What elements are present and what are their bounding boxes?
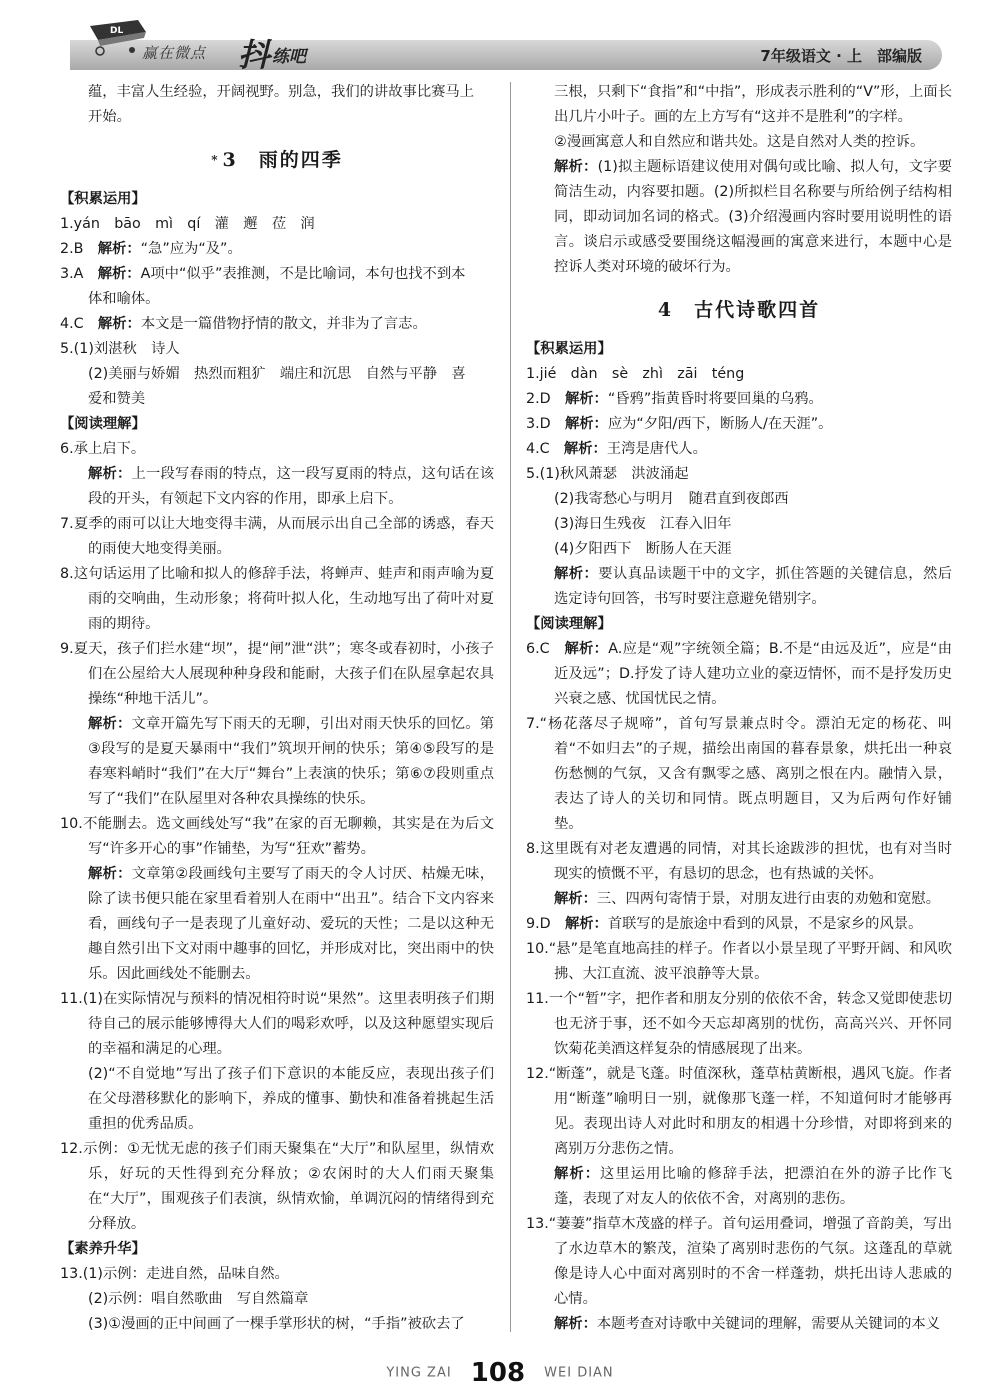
- section-title-3-text: 3 雨的四季: [222, 149, 343, 171]
- analysis-label: 解析：: [88, 866, 132, 882]
- answer-4-5-1: 5.(1)秋风萧瑟 洪波涌起: [526, 466, 689, 482]
- analysis-4-5: 解析：要认真品读题干中的文字，抓住答题的关键信息，然后选定诗句回答，书写时要注意避免错别字。: [554, 566, 953, 607]
- page-body: [60, 80, 952, 1370]
- analysis-label: 解析：: [564, 416, 608, 432]
- heading-accumulation-4: 【积累运用】: [526, 341, 612, 357]
- answer-6: 6.承上启下。: [60, 441, 146, 457]
- footer-right-text: WEI DIAN: [544, 1365, 614, 1381]
- analysis-label: 解析：: [97, 266, 141, 282]
- answer-4-3: 3.D 解析：应为“夕阳/西下，断肠人/在天涯”。: [526, 416, 833, 432]
- analysis-label: 解析：: [88, 466, 132, 482]
- answer-4-5-2: (2)我寄愁心与明月 随君直到夜郎西: [554, 491, 789, 507]
- page-footer: [0, 1358, 1000, 1386]
- header-slogan: 赢在微点: [142, 44, 207, 62]
- continued-13-3-2: ②漫画寓意人和自然应和谐共处。这是自然对人类的控诉。: [554, 134, 925, 150]
- header-subject: 7年级语文 · 上 部编版: [760, 47, 922, 65]
- page-number: 108: [470, 1358, 526, 1388]
- intro-line-2: 开始。: [88, 109, 131, 125]
- answer-4: 4.C 解析：本文是一篇借物抒情的散文，并非为了言志。: [60, 316, 427, 332]
- answer-4-9: 9.D 解析：首联写的是旅途中看到的风景，不是家乡的风景。: [526, 916, 923, 932]
- answer-9: 9.夏天，孩子们拦水建“坝”，提“闸”泄“洪”；寒冬或春初时，小孩子们在公屋给大人展现种种身段和能耐，大孩子们在队屋拿起农具操练“种地干活儿”。: [60, 641, 494, 707]
- answer-11-1: 11.(1)在实际情况与预料的情况相符时说“果然”。这里表明孩子们期待自己的展示能够博得大人们的喝彩欢呼，以及这种愿望实现后的幸福和满足的心理。: [60, 991, 494, 1057]
- analysis-label: 解析：: [88, 716, 132, 732]
- heading-literacy: 【素养升华】: [60, 1241, 146, 1257]
- analysis-13: 解析：(1)拟主题标语建议使用对偶句或比喻、拟人句，文字要简洁生动，内容要扣题。(2)所拟栏目名称要与所给例子结构相同，即动词加名词的格式。(3)介绍漫画内容时要用说明性的语言。谈启示或感受要围绕这幅漫画的寓意来进行，本题中心是控诉人类对环境的破坏行为。: [554, 159, 953, 275]
- section-title-4: 4 古代诗歌四首: [657, 299, 821, 321]
- analysis-label: 解析：: [564, 916, 608, 932]
- section-title-3: [60, 148, 494, 173]
- answer-5-2: (2)美丽与娇媚 热烈而粗犷 端庄和沉思 自然与平静 喜: [88, 366, 466, 382]
- analysis-label: 解析：: [97, 316, 141, 332]
- answer-4-5-4: (4)夕阳西下 断肠人在天涯: [554, 541, 732, 557]
- page-header: [0, 0, 1000, 78]
- analysis-4-13: 解析：本题考查对诗歌中关键词的理解，需要从关键词的本义: [554, 1316, 941, 1332]
- answer-3-line-2: 体和喻体。: [88, 291, 160, 307]
- analysis-label: 解析：: [554, 1316, 597, 1332]
- footer-left-text: YING ZAI: [386, 1365, 452, 1381]
- answer-12: 12.示例：①无忧无虑的孩子们雨天聚集在“大厅”和队屋里，纵情欢乐，好玩的天性得到充分释放；②农闲时的大人们雨天聚集在“大厅”，围观孩子们表演，纵情欢愉，单调沉闷的情绪得到充分释放。: [60, 1141, 494, 1232]
- analysis-9: 解析：文章开篇先写下雨天的无聊，引出对雨天快乐的回忆。第③段写的是夏天暴雨中“我们”筑坝开闸的快乐；第④⑤段写的是春寒料峭时“我们”在大厅“舞台”上表演的快乐；第⑥⑦段则重点写了“我们”在队屋里对各种农具操练的快乐。: [88, 716, 495, 807]
- answer-4-4: 4.C 解析：王湾是唐代人。: [526, 441, 707, 457]
- answer-4-8: 8.这里既有对老友遭遇的同情，对其长途跋涉的担忧，也有对当时现实的愤慨不平，有恳切的思念，也有热诚的关怀。: [526, 841, 952, 882]
- answer-7: 7.夏季的雨可以让大地变得丰满，从而展示出自己全部的诱惑，春天的雨使大地变得美丽。: [60, 516, 494, 557]
- header-brand: 抖: [238, 36, 271, 74]
- analysis-10: 解析：文章第②段画线句主要写了雨天的令人讨厌、枯燥无味，除了读书便只能在家里看着别人在雨中“出丑”。结合下文内容来看，画线句子一是表现了儿童好动、爱玩的天性；二是以这种无趣自然引出下文对雨中趣事的回忆，并形成对比，突出雨中的快乐。因此画线处不能删去。: [88, 866, 494, 982]
- heading-reading-4: 【阅读理解】: [526, 616, 612, 632]
- answer-4-1: 1.jié dàn sè zhì zāi téng: [526, 366, 745, 382]
- analysis-4-12: 解析：这里运用比喻的修辞手法，把漂泊在外的游子比作飞蓬，表现了对友人的依依不舍，对离别的悲伤。: [554, 1166, 953, 1207]
- answer-5-1: 5.(1)刘湛秋 诗人: [60, 341, 180, 357]
- heading-accumulation: 【积累运用】: [60, 191, 146, 207]
- analysis-label: 解析：: [564, 641, 609, 657]
- answer-13-1: 13.(1)示例：走进自然，品味自然。: [60, 1266, 289, 1282]
- analysis-label: 解析：: [97, 241, 141, 257]
- answer-13-2: (2)示例：唱自然歌曲 写自然篇章: [88, 1291, 309, 1307]
- answer-5-3: 爱和赞美: [88, 391, 146, 407]
- answer-1: 1.yán bāo mì qí 灌 邂 莅 润: [60, 216, 315, 232]
- analysis-6: 解析：上一段写春雨的特点，这一段写夏雨的特点，这句话在该段的开头，有领起下文内容的作用，即承上启下。: [88, 466, 495, 507]
- intro-line-1: 蕴，丰富人生经验，开阔视野。别急，我们的讲故事比赛马上: [88, 84, 475, 100]
- answer-11-2: (2)“不自觉地”写出了孩子们下意识的本能反应，表现出孩子们在父母潜移默化的影响下，养成的懂事、勤快和准备着挑起生活重担的优秀品质。: [88, 1066, 494, 1132]
- answer-4-7: 7.“杨花落尽子规啼”，首句写景兼点时令。漂泊无定的杨花、叫着“不如归去”的子规，描绘出南国的暮春景象，烘托出一种哀伤愁恻的气氛，又含有飘零之感、离别之恨在内。融情入景，表达了诗人的关切和同情。既点明题目，又为后两句作好铺垫。: [526, 716, 952, 832]
- answer-4-13: 13.“萋萋”指草木茂盛的样子。首句运用叠词，增强了音韵美，写出了水边草木的繁茂，渲染了离别时悲伤的气氛。这蓬乱的草就像是诗人心中面对离别时的不舍一样蓬勃，烘托出诗人悲戚的心情。: [526, 1216, 952, 1307]
- analysis-label: 解析：: [554, 1166, 601, 1182]
- answer-4-6: 6.C 解析：A.应是“观”字统领全篇；B.不是“由远及近”，应是“由近及远”；D.抒发了诗人建功立业的豪迈情怀，而不是抒发历史兴衰之感、忧国忧民之情。: [526, 641, 953, 707]
- dl-logo-icon: [86, 18, 148, 58]
- analysis-label: 解析：: [554, 891, 597, 907]
- answer-2: 2.B 解析：“急”应为“及”。: [60, 241, 242, 257]
- answer-4-12: 12.“断蓬”，就是飞蓬。时值深秋，蓬草枯黄断根，遇风飞旋。作者用“断蓬”喻明日一别，就像那飞蓬一样，不知道何时才能够再见。表现出诗人对此时和朋友的相遇十分珍惜，对即将到来的离别万分悲伤之情。: [526, 1066, 952, 1157]
- heading-reading: 【阅读理解】: [60, 416, 146, 432]
- answer-13-3: (3)①漫画的正中间画了一棵手掌形状的树，“手指”被砍去了: [88, 1316, 465, 1332]
- analysis-4-8: 解析：三、四两句寄情于景，对朋友进行由衷的劝勉和宽慰。: [554, 891, 941, 907]
- answer-10: 10.不能删去。选文画线处写“我”在家的百无聊赖，其实是在为后文写“许多开心的事”作铺垫，为写“狂欢”蓄势。: [60, 816, 494, 857]
- answer-8: 8.这句话运用了比喻和拟人的修辞手法，将蝉声、蛙声和雨声喻为夏雨的交响曲，生动形象；将荷叶拟人化，生动地写出了荷叶对夏雨的期待。: [60, 566, 494, 632]
- answer-4-10: 10.“悬”是笔直地高挂的样子。作者以小景呈现了平野开阔、和风吹拂、大江直流、波平浪静等大景。: [526, 941, 952, 982]
- answer-4-2: 2.D 解析：“昏鸦”指黄昏时将要回巢的乌鸦。: [526, 391, 823, 407]
- answer-3-line-1: 3.A 解析：A项中“似乎”表推测，不是比喻词，本句也找不到本: [60, 266, 466, 282]
- continued-13-3: 三根，只剩下“食指”和“中指”，形成表示胜利的“V”形，上面长出几片小叶子。画的左上方写有“这并不是胜利”的字样。: [554, 84, 952, 125]
- right-column: [526, 80, 952, 1337]
- answer-4-11: 11.一个“暂”字，把作者和朋友分别的依依不舍，转念又觉即使悲切也无济于事，还不如今天忘却离别的忧伤，高高兴兴、开怀同饮菊花美酒这样复杂的情感展现了出来。: [526, 991, 952, 1057]
- analysis-label: 解析：: [554, 159, 598, 175]
- analysis-label: 解析：: [563, 441, 607, 457]
- header-brand-sub: 练吧: [272, 47, 306, 67]
- logo-text: DL: [110, 26, 124, 36]
- analysis-label: 解析：: [554, 566, 599, 582]
- column-divider: [510, 82, 511, 1332]
- title-star: *: [211, 153, 220, 167]
- analysis-label: 解析：: [564, 391, 608, 407]
- answer-4-5-3: (3)海日生残夜 江春入旧年: [554, 516, 732, 532]
- left-column: [60, 80, 494, 1337]
